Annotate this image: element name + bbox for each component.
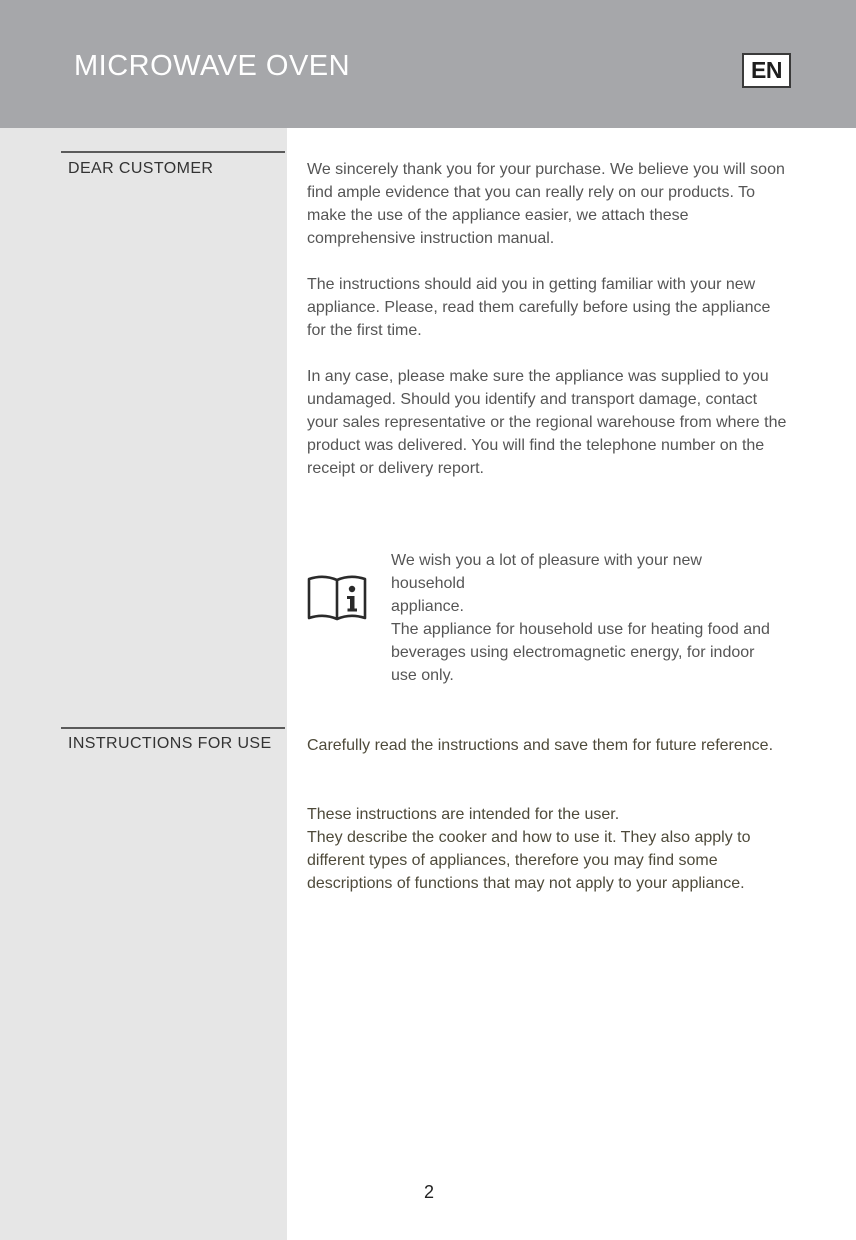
left-sidebar: [0, 128, 287, 1240]
section-divider-instructions: [61, 727, 285, 729]
info-manual-icon: [306, 575, 368, 621]
page-number: 2: [423, 1182, 434, 1202]
section-heading-instructions: INSTRUCTIONS FOR USE: [68, 735, 272, 752]
info-note-line: The appliance for household use for heating food and beverages using electromagnetic energy, for indoor use only.: [391, 621, 770, 684]
info-note: [391, 549, 771, 687]
document-title: MICROWAVE OVEN: [74, 50, 351, 82]
paragraph-transport-damage: In any case, please make sure the appliance was supplied to you undamaged. Should you identify and transport damage, contact your sales representative or the regional warehouse from where the product was delivered. You will find the telephone number on the receipt or delivery report.: [307, 368, 787, 477]
paragraph-describe-cooker: They describe the cooker and how to use it. They also apply to different types of appliances, therefore you may find some descriptions of functions that may not apply to your appliance.: [307, 829, 751, 892]
section-divider-dear-customer: [61, 151, 285, 153]
info-note-line: We wish you a lot of pleasure with your new household: [391, 552, 702, 592]
paragraph-intended-user: These instructions are intended for the user.: [307, 806, 620, 823]
language-badge: EN: [742, 53, 791, 88]
page-header: [0, 0, 856, 128]
paragraph-instructions-aid: The instructions should aid you in getting familiar with your new appliance. Please, read them carefully before using the appliance for the first time.: [307, 276, 771, 339]
info-note-line: appliance.: [391, 598, 464, 615]
section-heading-dear-customer: DEAR CUSTOMER: [68, 160, 214, 177]
paragraph-thank-you: We sincerely thank you for your purchase. We believe you will soon find ample evidence that you can really rely on our products. To make the use of the appliance easier, we attach these comprehensive instruction manual.: [307, 161, 785, 247]
paragraph-save-instructions: Carefully read the instructions and save them for future reference.: [307, 737, 774, 754]
